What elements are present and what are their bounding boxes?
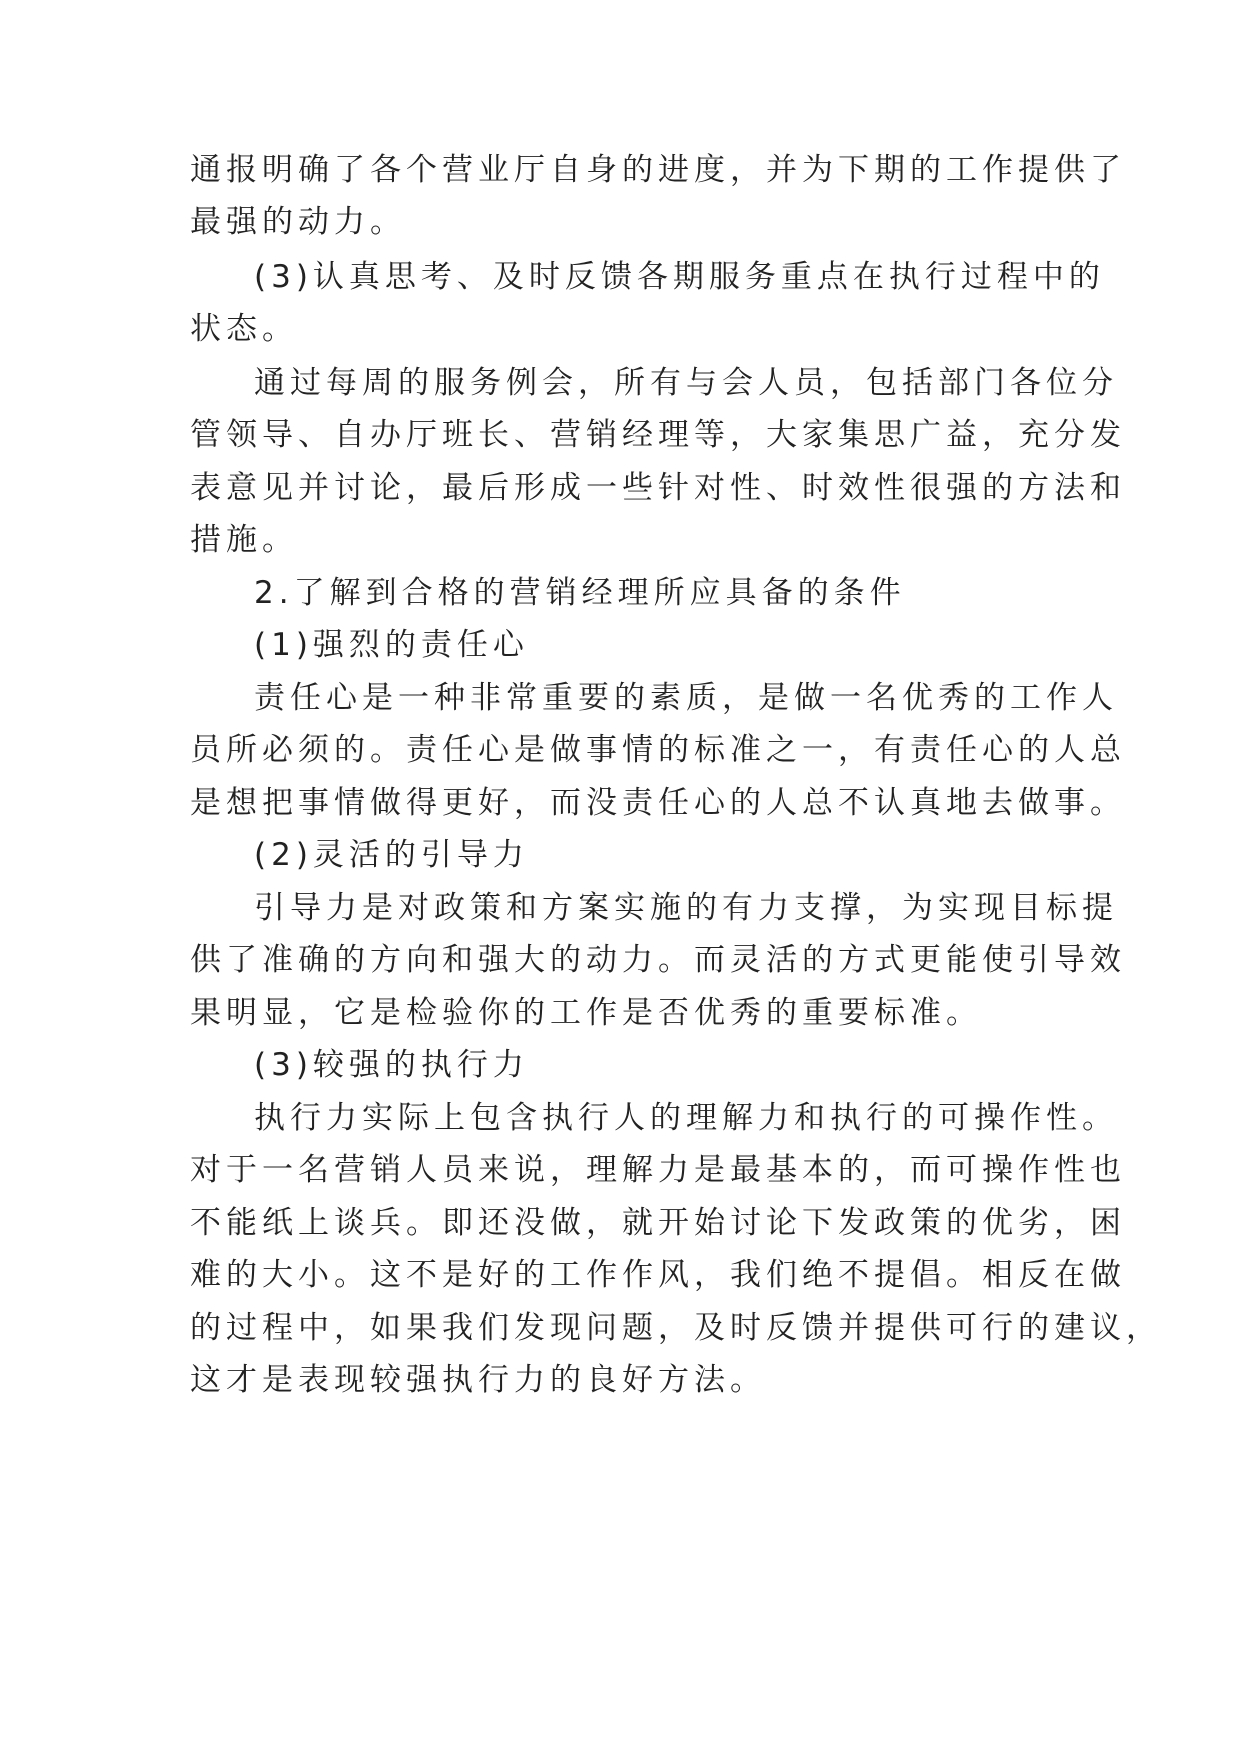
- text-line-17: 果明显，它是检验你的工作是否优秀的重要标准。: [190, 995, 982, 1031]
- text-line-16: 供了准确的方向和强大的动力。而灵活的方式更能使引导效: [190, 942, 1126, 978]
- paragraph-start-execution: 执行力实际上包含执行人的理解力和执行的可操作性。: [254, 1100, 1118, 1136]
- text-line-12: 员所必须的。责任心是做事情的标准之一，有责任心的人总: [190, 732, 1126, 768]
- text-line-1: 通报明确了各个营业厅自身的进度，并为下期的工作提供了: [190, 152, 1126, 188]
- text-line-7: 表意见并讨论，最后形成一些针对性、时效性很强的方法和: [190, 470, 1126, 506]
- item-heading-2-guidance: (2)灵活的引导力: [254, 837, 529, 873]
- text-line-24: 这才是表现较强执行力的良好方法。: [190, 1362, 766, 1398]
- text-line-20: 对于一名营销人员来说，理解力是最基本的，而可操作性也: [190, 1152, 1126, 1188]
- item-heading-3-think-feedback: (3)认真思考、及时反馈各期服务重点在执行过程中的: [254, 259, 1105, 295]
- item-heading-1-responsibility: (1)强烈的责任心: [254, 627, 529, 663]
- text-line-2: 最强的动力。: [190, 204, 406, 240]
- paragraph-start-responsibility: 责任心是一种非常重要的素质，是做一名优秀的工作人: [254, 680, 1118, 716]
- paragraph-start-guidance: 引导力是对政策和方案实施的有力支撑，为实现目标提: [254, 890, 1118, 926]
- item-heading-3-execution: (3)较强的执行力: [254, 1047, 529, 1083]
- paragraph-start-meetings: 通过每周的服务例会，所有与会人员，包括部门各位分: [254, 365, 1118, 401]
- text-line-22: 难的大小。这不是好的工作作风，我们绝不提倡。相反在做: [190, 1257, 1126, 1293]
- text-line-21: 不能纸上谈兵。即还没做，就开始讨论下发政策的优劣，困: [190, 1205, 1126, 1241]
- text-line-6: 管领导、自办厅班长、营销经理等，大家集思广益，充分发: [190, 417, 1126, 453]
- section-heading-2: 2.了解到合格的营销经理所应具备的条件: [254, 575, 906, 611]
- text-line-13: 是想把事情做得更好，而没责任心的人总不认真地去做事。: [190, 785, 1126, 821]
- text-line-23: 的过程中，如果我们发现问题，及时反馈并提供可行的建议，: [190, 1310, 1162, 1346]
- text-line-8: 措施。: [190, 522, 298, 558]
- text-line-4: 状态。: [190, 311, 298, 347]
